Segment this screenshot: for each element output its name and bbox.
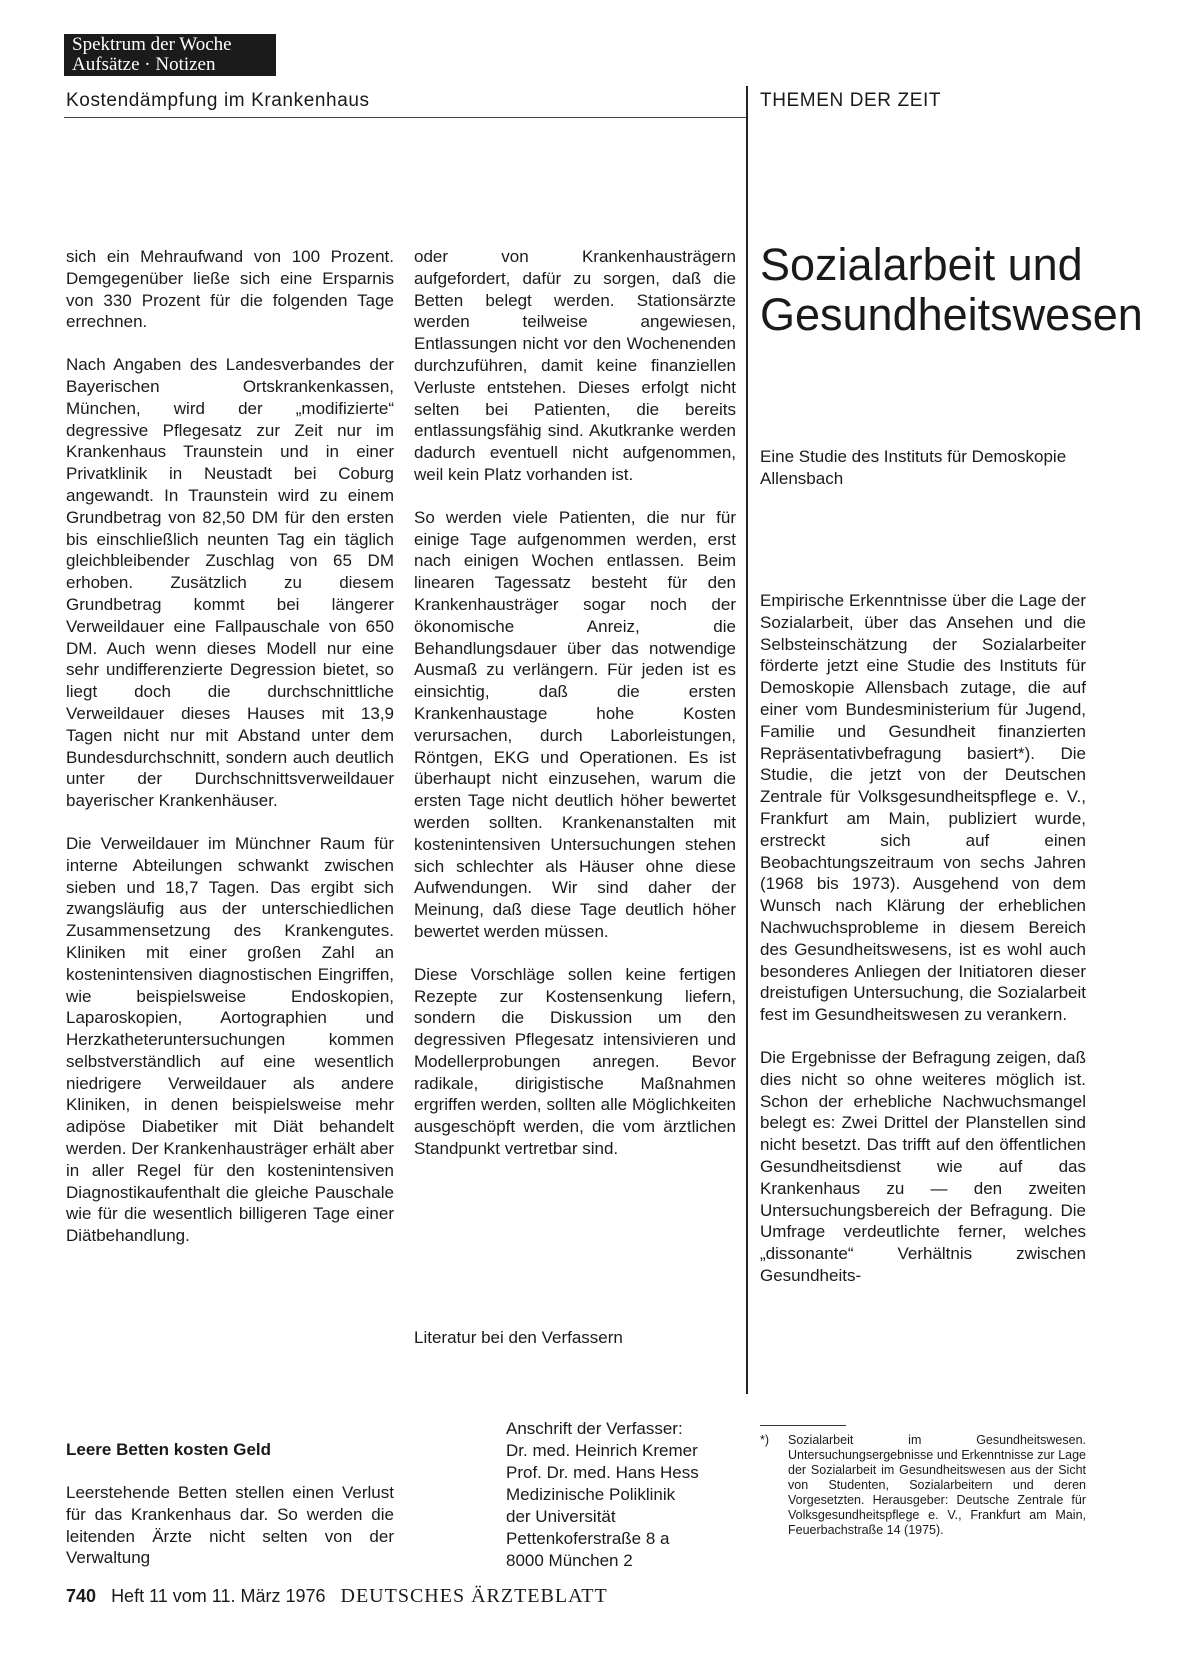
paragraph: sich ein Mehraufwand von 100 Prozent. Demgegenüber ließe sich eine Ersparnis von 330 Prozent für die folgenden Tage errechnen. — [66, 247, 394, 332]
paragraph: oder von Krankenhausträgern aufgefordert, dafür zu sorgen, daß die Betten belegt werden. Stationsärzte werden teilweise angewiesen, Entlassungen nicht vor den Wochenenden durchzuführen, damit keine finanziellen Verluste entstehen. Dieses erfolgt nicht selten bei Patienten, die bereits entlassungsfähig sind. Akutkranke werden dadurch eventuell nicht aufgenommen, weil kein Platz vorhanden ist. — [414, 247, 736, 484]
footnote-text: Sozialarbeit im Gesundheitswesen. Untersuchungsergebnisse und Erkenntnisse zur Lage der Sozialarbeit im Gesundheitswesen aus der Sicht von Studenten, Sozialarbeitern und deren Vorgesetzten. Herausgeber: Deutsche Zentrale für Volksgesundheitspflege e. V., Frankfurt am Main, Feuerbachstraße 14 (1975). — [788, 1433, 1086, 1537]
paragraph: Leerstehende Betten stellen einen Verlust für das Krankenhaus dar. So werden die leitenden Ärzte nicht selten von der Verwaltung — [66, 1483, 394, 1568]
banner-line-1: Spektrum der Woche — [72, 34, 232, 55]
address-line: Dr. med. Heinrich Kremer — [506, 1441, 698, 1460]
left-article-column-1-bottom — [66, 1482, 394, 1569]
address-line: Pettenkoferstraße 8 a — [506, 1529, 670, 1548]
author-address — [506, 1418, 699, 1572]
article-headline: Sozialarbeit und Gesundheitswesen — [760, 239, 1143, 340]
address-line: 8000 München 2 — [506, 1551, 633, 1570]
address-line: Anschrift der Verfasser: — [506, 1419, 683, 1438]
column-divider — [746, 86, 748, 1394]
left-article-column-2 — [414, 246, 736, 1160]
article-subheadline: Eine Studie des Instituts für Demoskopie Allensbach — [760, 447, 1067, 488]
section-title-right: THEMEN DER ZEIT — [760, 90, 942, 111]
footnote-rule — [760, 1425, 846, 1426]
paragraph: So werden viele Patienten, die nur für einige Tage aufgenommen werden, erst nach einigen Wochen entlassen. Beim linearen Tagessatz besteht für den Krankenhausträger sogar noch der ökonomische Anreiz, die Behandlungsdauer über das notwendige Ausmaß zu verlängern. Für jeden ist es einsichtig, daß die ersten Krankenhaustage hohe Kosten verursachen, durch Laborleistungen, Röntgen, EKG und Operationen. Es ist überhaupt nicht einzusehen, warum die ersten Tage nicht deutlich höher bewertet werden sollten. Krankenanstalten mit kostenintensiven Untersuchungen stehen sich schlechter als Häuser ohne diese Aufwendungen. Wir sind daher der Meinung, daß diese Tage deutlich höher bewertet werden müssen. — [414, 507, 736, 941]
address-line: Medizinische Poliklinik — [506, 1485, 676, 1504]
issue-info: Heft 11 vom 11. März 1976 — [111, 1586, 326, 1606]
paragraph: Nach Angaben des Landesverbandes der Bayerischen Ortskrankenkassen, München, wird der „modifizierte“ degressive Pflegesatz zur Zeit nur im Krankenhaus Traunstein und in einer Privatklinik in Neustadt bei Coburg angewandt. In Traunstein wird zu einem Grundbetrag von 82,50 DM für den ersten bis einschließlich neunten Tag ein täglich gleichbleibender Zuschlag von 65 DM erhoben. Zusätzlich zu diesem Grundbetrag kommt bei längerer Verweildauer eine Fallpauschale von 650 DM. Auch wenn dieses Modell nur eine sehr undifferenzierte Degression bietet, so liegt doch die durchschnittliche Verweildauer dieses Hauses mit 13,9 Tagen nicht nur mit Abstand unter dem Bundesdurchschnitt, sondern auch deutlich unter der Durchschnittsverweildauer bayerischer Krankenhäuser. — [66, 355, 394, 811]
page-footer — [66, 1585, 608, 1608]
section-banner — [64, 34, 276, 76]
left-article-column-1 — [66, 246, 394, 1247]
right-article-body — [760, 590, 1086, 1287]
paragraph: Empirische Erkenntnisse über die Lage der Sozialarbeit, über das Ansehen und die Selbsteinschätzung der Sozialarbeiter förderte jetzt eine Studie des Instituts für Demoskopie Allensbach zutage, die auf einer vom Bundesministerium für Jugend, Familie und Gesundheit finanzierten Repräsentativbefragung basiert*). Die Studie, die jetzt von der Deutschen Zentrale für Volksgesundheitspflege e. V., Frankfurt am Main, publiziert wurde, erstreckt sich auf einen Beobachtungszeitraum von sechs Jahren (1968 bis 1973). Ausgehend von dem Wunsch nach Klärung der erheblichen Nachwuchsprobleme in diesem Bereich des Gesundheitswesens, ist es wohl auch besonderes Anliegen der Initiatoren dieser dreistufigen Untersuchung, die Sozialarbeit fest im Gesundheitswesen zu verankern. — [760, 591, 1086, 1025]
section-title-left: Kostendämpfung im Krankenhaus — [66, 90, 370, 111]
article-subheading: Leere Betten kosten Geld — [66, 1440, 272, 1459]
paragraph: Diese Vorschläge sollen keine fertigen Rezepte zur Kostensenkung liefern, sondern die Diskussion um den degressiven Pflegesatz intensivieren und Modellerprobungen anregen. Bevor radikale, dirigistische Maßnahmen ergriffen werden, sollten alle Möglichkeiten ausgeschöpft werden, die vom ärztlichen Standpunkt vertretbar sind. — [414, 964, 736, 1159]
paragraph: Die Ergebnisse der Befragung zeigen, daß dies nicht so ohne weiteres möglich ist. Schon der erhebliche Nachwuchsmangel belegt es: Zwei Drittel der Planstellen sind nicht besetzt. Das trifft auf den öffentlichen Gesundheitsdienst wie auf das Krankenhaus zu — den zweiten Untersuchungsbereich der Befragung. Die Umfrage verdeutlichte ferner, welches „dissonante“ Verhältnis zwischen Gesundheits- — [760, 1047, 1086, 1285]
footnote — [760, 1433, 1086, 1538]
banner-line-2: Aufsätze · Notizen — [72, 54, 216, 75]
page-number: 740 — [66, 1586, 97, 1606]
paragraph: Die Verweildauer im Münchner Raum für interne Abteilungen schwankt zwischen sieben und 18,7 Tagen. Das ergibt sich zwangsläufig aus der unterschiedlichen Zusammensetzung des Krankengutes. Kliniken mit einer großen Zahl an kostenintensiven diagnostischen Eingriffen, wie beispielsweise Endoskopien, Laparoskopien, Aortographien und Herzkatheteruntersuchungen kommen selbstverständlich auf eine wesentlich niedrigere Verweildauer als andere Kliniken, in denen beispielsweise mehr adipöse Diabetiker mit Diät behandelt werden. Der Krankenhausträger erhält aber in aller Regel für den kostenintensiven Diagnostikaufenthalt die gleiche Pauschale wie für die wesentlich billigeren Tage einer Diätbehandlung. — [66, 833, 394, 1246]
address-line: der Universität — [506, 1507, 616, 1526]
literature-note: Literatur bei den Verfassern — [414, 1328, 623, 1347]
footnote-mark: *) — [760, 1433, 770, 1447]
header-rule — [64, 117, 746, 118]
magazine-name: DEUTSCHES ÄRZTEBLATT — [340, 1585, 608, 1607]
address-line: Prof. Dr. med. Hans Hess — [506, 1463, 699, 1482]
